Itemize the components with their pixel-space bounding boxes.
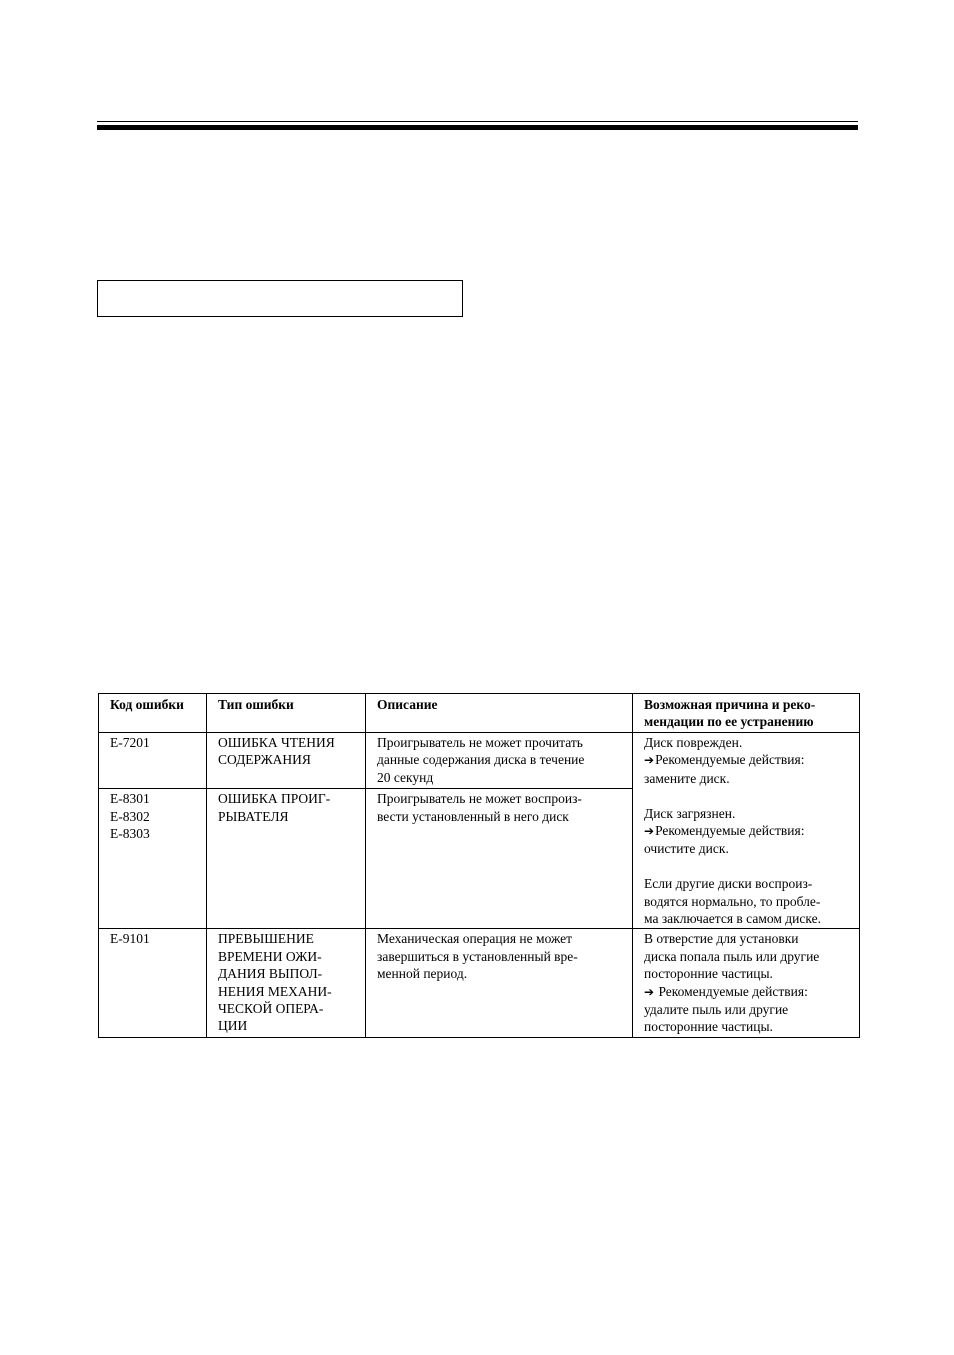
table-row: [99, 733, 860, 789]
right-arrow-icon: ➔: [644, 824, 655, 839]
cell-error-code: E-9101: [99, 929, 207, 1037]
cell-remedy: В отверстие для установки диска попала пыль или другие посторонние частицы. ➔ Рекомендуемые действия: удалите пыль или другие посторонние частицы.: [633, 929, 860, 1037]
header-rule-thick: [97, 125, 858, 130]
header-rule-thin: [97, 121, 858, 122]
cell-description: Проигрыватель не может прочитать данные содержания диска в течение 20 секунд: [366, 733, 633, 789]
header-description: Описание: [366, 694, 633, 733]
header-cause-remedy: Возможная причина и реко- мендации по ее устранению: [633, 694, 860, 733]
right-arrow-icon: ➔: [644, 984, 655, 999]
right-arrow-icon: ➔: [644, 753, 655, 768]
cell-error-type: ПРЕВЫШЕНИЕ ВРЕМЕНИ ОЖИ- ДАНИЯ ВЫПОЛ- НЕНИЯ МЕХАНИ- ЧЕСКОЙ ОПЕРА- ЦИИ: [207, 929, 366, 1037]
cell-description: Проигрыватель не может воспроиз- вести установленный в него диск: [366, 789, 633, 929]
table-header-row: [99, 694, 860, 733]
cell-error-code: E-7201: [99, 733, 207, 789]
cell-error-code: E-8301 E-8302 E-8303: [99, 789, 207, 929]
empty-label-box: [97, 280, 463, 317]
cell-error-type: ОШИБКА ЧТЕНИЯ СОДЕРЖАНИЯ: [207, 733, 366, 789]
header-error-code: Код ошибки: [99, 694, 207, 733]
error-codes-table: [98, 693, 860, 1038]
cell-error-type: ОШИБКА ПРОИГ- РЫВАТЕЛЯ: [207, 789, 366, 929]
cell-shared-remedy: Диск поврежден. ➔Рекомендуемые действия: замените диск. Диск загрязнен. ➔Рекомендуемые действия: очистите диск. Если другие диски воспроиз- водятся нормально, то пробле- ма заключается в самом диске.: [633, 733, 860, 929]
table-row: [99, 929, 860, 1037]
cell-description: Механическая операция не может завершиться в установленный вре- менной период.: [366, 929, 633, 1037]
header-error-type: Тип ошибки: [207, 694, 366, 733]
